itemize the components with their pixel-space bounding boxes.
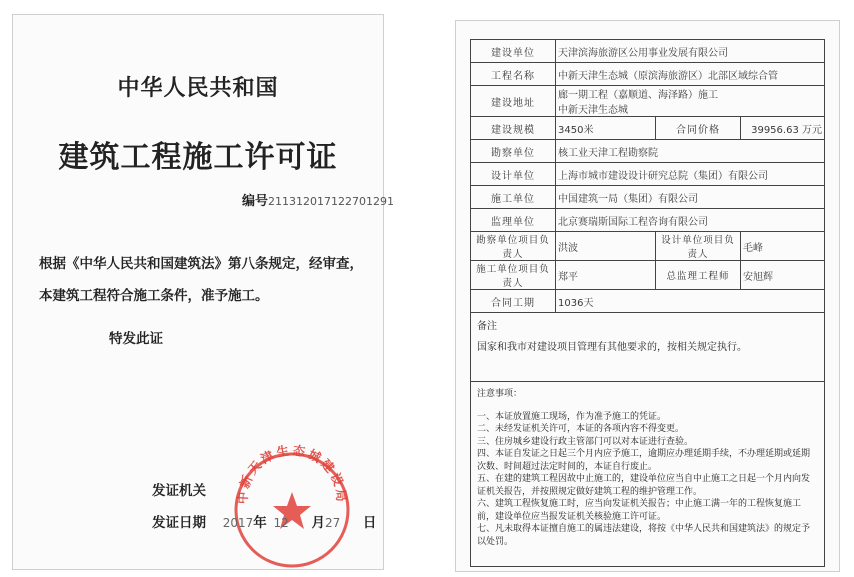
- cert-no-value: 211312017122701291: [268, 195, 394, 208]
- row-label: 勘察单位: [471, 140, 556, 163]
- chief-supervisor-value: 安旭辉: [741, 261, 825, 290]
- seal-text: 中新天津生态城建设局: [234, 442, 350, 505]
- list-item: 五、在建的建筑工程因故中止施工的，建设单位应当自中止施工之日起一个月内向发证机关报告，并按照规定做好建筑工程的维护管理工作。: [477, 474, 811, 497]
- legal-basis-line1: 根据《中华人民共和国建筑法》第八条规定，经审查，: [39, 256, 363, 272]
- row-label: 工程名称: [471, 63, 556, 86]
- issue-month: 12: [273, 516, 289, 530]
- table-row: [471, 186, 825, 209]
- table-row: [471, 313, 825, 382]
- row-label: 施工单位: [471, 186, 556, 209]
- design-manager-value: 毛峰: [741, 232, 825, 261]
- table-row: [471, 163, 825, 186]
- list-item: 四、本证自发证之日起三个月内应予施工，逾期应办理延期手续，不办理延期或延期次数、时间超过法定时间的，本证自行废止。: [477, 449, 811, 472]
- list-item: 七、凡未取得本证擅自施工的属违法建设，将按《中华人民共和国建筑法》的规定予以处罚。: [477, 524, 811, 547]
- cert-no-label: 编号: [242, 194, 269, 209]
- contract-price-value: [741, 117, 825, 140]
- list-item: 三、住房城乡建设行政主管部门可以对本证进行查验。: [477, 436, 694, 447]
- table-row: [471, 140, 825, 163]
- contractor-value: 中国建筑一局（集团）有限公司: [556, 186, 825, 209]
- notes-title: 注意事项：: [477, 389, 523, 399]
- table-row: [471, 290, 825, 313]
- contract-period-value: 1036天: [556, 290, 825, 313]
- table-row: [471, 209, 825, 232]
- table-row: [471, 117, 825, 140]
- issue-date-label: 发证日期: [152, 515, 206, 531]
- month-char: 月: [311, 515, 325, 531]
- list-item: 一、本证放置施工现场，作为准予施工的凭证。: [477, 411, 667, 422]
- permit-info-table: [470, 39, 825, 567]
- remarks-label: 备注: [477, 321, 497, 332]
- supervision-unit-value: 北京赛瑞斯国际工程咨询有限公司: [556, 209, 825, 232]
- table-row: [471, 63, 825, 86]
- day-char: 日: [362, 515, 377, 531]
- issue-date: [152, 511, 376, 531]
- issue-year: 2017: [222, 516, 254, 530]
- construction-manager-value: 郑平: [556, 261, 656, 290]
- contract-price-unit: 万元: [802, 124, 822, 136]
- table-row: [471, 382, 825, 567]
- project-name-value: 中新天津生态城（原滨海旅游区）北部区域综合管: [556, 63, 825, 86]
- address-line2: 中新天津生态城: [558, 105, 628, 116]
- row-label: 合同价格: [656, 117, 741, 140]
- row-label: 设计单位: [471, 163, 556, 186]
- remarks-text: 国家和我市对建设项目管理有其他要求的，按相关规定执行。: [477, 342, 747, 353]
- certificate-number: [242, 190, 394, 209]
- table-row: [471, 40, 825, 63]
- issue-day: 27: [324, 516, 341, 530]
- row-label: 施工单位项目负责人: [471, 261, 556, 290]
- row-label: 设计单位项目负责人: [656, 232, 741, 261]
- title-permit: 建筑工程施工许可证: [58, 140, 338, 175]
- row-label: 建设地址: [471, 86, 556, 117]
- contract-price-number: 39956.63: [751, 124, 799, 136]
- table-row: [471, 261, 825, 290]
- list-item: 六、建筑工程恢复施工时，应当向发证机关报告；中止施工满一年的工程恢复施工前，建设单位应当报发证机关核验施工许可证。: [477, 499, 802, 522]
- construction-address-value: [556, 86, 825, 117]
- year-char: 年: [253, 515, 267, 531]
- row-label: 建设规模: [471, 117, 556, 140]
- title-country: 中华人民共和国: [117, 75, 279, 101]
- notes-list: [477, 411, 818, 549]
- list-item: 二、未经发证机关许可，本证的各项内容不得变更。: [477, 424, 685, 434]
- table-row: [471, 86, 825, 117]
- notes-cell: [471, 382, 825, 567]
- address-line1: 廊一期工程（嘉顺道、海泽路）施工: [558, 90, 718, 101]
- row-label: 总监理工程师: [656, 261, 741, 290]
- permit-details-page: [455, 20, 840, 572]
- remarks-cell: [471, 313, 825, 382]
- row-label: 合同工期: [471, 290, 556, 313]
- table-row: [471, 232, 825, 261]
- official-seal: [227, 440, 357, 570]
- row-label: 监理单位: [471, 209, 556, 232]
- issuing-authority-label: 发证机关: [152, 483, 206, 499]
- construction-unit-value: 天津滨海旅游区公用事业发展有限公司: [556, 40, 825, 63]
- row-label: 勘察单位项目负责人: [471, 232, 556, 261]
- row-label: 建设单位: [471, 40, 556, 63]
- legal-basis-line2: 本建筑工程符合施工条件，准予施工。: [39, 288, 269, 304]
- special-issue-text: 特发此证: [109, 331, 163, 347]
- construction-scale-value: 3450米: [556, 117, 656, 140]
- design-unit-value: 上海市城市建设设计研究总院（集团）有限公司: [556, 163, 825, 186]
- survey-manager-value: 洪波: [556, 232, 656, 261]
- permit-cover-page: [12, 14, 394, 570]
- survey-unit-value: 核工业天津工程勘察院: [556, 140, 825, 163]
